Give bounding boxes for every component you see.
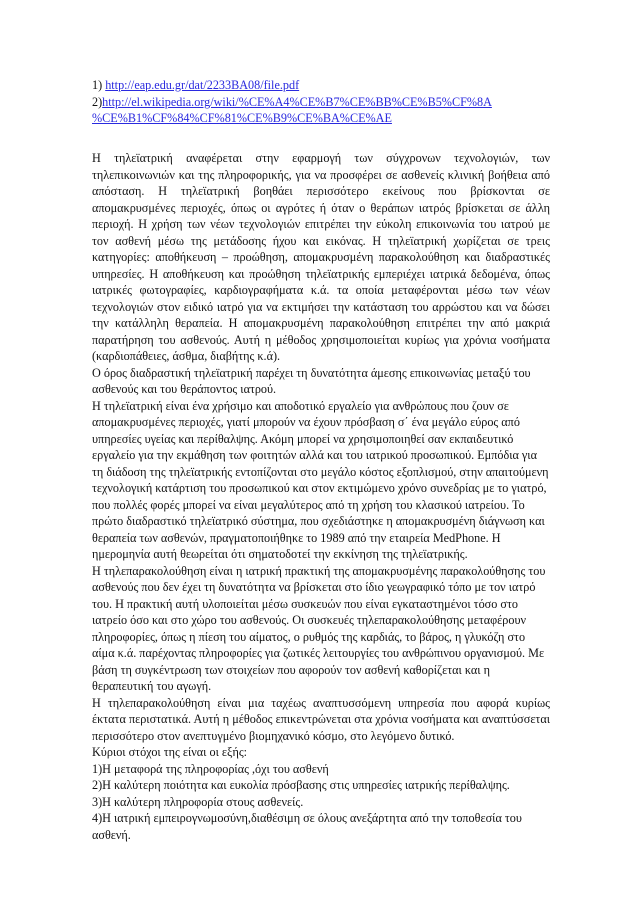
paragraph-telemonitoring-growth: Η τηλεπαρακολούθηση είναι μια ταχέως αναπτυσσόμενη υπηρεσία που αφορά κυρίως έκτατα περιστατικά. Αυτή η μέθοδος επικεντρώνεται στα χρόνια νοσήματα και αναπτύσσεται περισσότερο στον ανεπτυγμένο βιομηχανικό κόσμο, στο λεγόμενο δυτικό. xyxy=(92,695,550,743)
goal-item-3: 3)Η καλύτερη πληροφορία στους ασθενείς. xyxy=(92,794,304,809)
goal-item-1: 1)Η μεταφορά της πληροφορίας ,όχι του ασθενή xyxy=(92,761,329,776)
reference-list xyxy=(92,77,562,127)
goal-item-4: 4)Η ιατρική εμπειρογνωμοσύνη,διαθέσιμη σε όλους ανεξάρτητα από την τοποθεσία του ασθενή. xyxy=(92,811,522,842)
reference-number: 2) xyxy=(92,94,103,109)
reference-item-2 xyxy=(92,94,562,111)
reference-link-continued[interactable]: %CE%B1%CF%84%CF%81%CE%B9%CE%BA%CE%AE xyxy=(92,111,392,125)
goal-item-2: 2)Η καλύτερη ποιότητα και ευκολία πρόσβασης στις υπηρεσίες ιατρικής περίθαλψης. xyxy=(92,778,510,792)
paragraph-telemonitoring: Η τηλεπαρακολούθηση είναι η ιατρική πρακτική της απομακρυσμένης παρακολούθησης του ασθενούς που δεν έχει τη δυνατότητα να βρίσκεται στο ίδιο γεωγραφικό τόπο με τον ιατρό του. Η πρακτική αυτή υλοποιείται μέσω συσκευών που είναι εγκαταστημένοι τόσο στο ιατρείο όσο και στο χώρο του ασθενούς. Οι συσκευές τηλεπαρακολούθησης μεταφέρουν πληροφορίες, όπως η πίεση του αίματος, ο ρυθμός της καρδιάς, το βάρος, η γλυκόζη στο αίμα κ.ά. παρέχοντας πληροφορίες για ζωτικές λειτουργίες του ανθρώπινου οργανισμού. Με βάση τη συγκέντρωση των στοιχείων που αφορούν τον ασθενή καθορίζεται και η θεραπευτική του αγωγή. xyxy=(92,563,546,693)
reference-item-1 xyxy=(92,77,562,94)
reference-link[interactable]: http://eap.edu.gr/dat/2233BA08/file.pdf xyxy=(105,78,300,92)
paragraph-benefits: Η τηλεϊατρική είναι ένα χρήσιμο και αποδοτικό εργαλείο για ανθρώπους που ζουν σε απομακρυσμένες περιοχές, γιατί μπορούν να έχουν πρόσβαση σ΄ ένα μεγάλο εύρος από υπηρεσίες υγείας και περίθαλψης. Ακόμη μπορεί να χρησιμοποιηθεί σαν εκπαιδευτικό εργαλείο για την εκμάθηση των φοιτητών αλλά και του ιατρικού προσωπικού. Εμπόδια για τη διάδοση της τηλεϊατρικής εντοπίζονται στο μεγάλο κόστος εξοπλισμού, στην απαιτούμενη τεχνολογική κατάρτιση του προσωπικού και στον εκτιμώμενο χρόνο συνεδρίας με το γιατρό, που πολλές φορές μπορεί να είναι μεγαλύτερος από τη χρήση του κλασικού ιατρείου. Το πρώτο διαδραστικό τηλεϊατρικό σύστημα, που σχεδιάστηκε η απομακρυσμένη διάγνωση και θεραπεία των ασθενών, πραγματοποιήθηκε το 1989 από την εταιρεία MedPhone. Η ημερομηνία αυτή θεωρείται ότι σηματοδοτεί την εκκίνηση της τηλεϊατρικής. xyxy=(92,398,549,561)
reference-item-2-continued xyxy=(92,110,562,127)
paragraph-interactive: Ο όρος διαδραστική τηλεϊατρική παρέχει τη δυνατότητα άμεσης επικοινωνίας μεταξύ του ασθενούς και του θεράποντος ιατρού. xyxy=(92,365,531,396)
document-body xyxy=(92,150,550,843)
reference-link[interactable]: http://el.wikipedia.org/wiki/%CE%A4%CE%B7%CE%BB%CE%B5%CF%8A xyxy=(102,94,492,109)
goals-heading: Κύριοι στόχοι της είναι οι εξής: xyxy=(92,745,248,759)
paragraph-telemedicine-intro: Η τηλεϊατρική αναφέρεται στην εφαρμογή των σύγχρονων τεχνολογιών, των τηλεπικοινωνιών και της πληροφορικής, για να προσφέρει σε ασθενείς κλινική βοήθεια από απόσταση. Η τηλεϊατρική βοηθάει περισσότερο εκείνους που βρίσκονται σε απομακρυσμένες περιοχές, όπως οι αγρότες ή όταν ο θεράπων ιατρός βρίσκεται σε άλλη περιοχή. Η χρήση των νέων τεχνολογιών επιτρέπει την εύκολη επικοινωνία του ιατρού με τον ασθενή μέσω της μετάδοσης ήχου και εικόνας. Η τηλεϊατρική χωρίζεται σε τρεις κατηγορίες: αποθήκευση – προώθηση, απομακρυσμένη παρακολούθηση και διαδραστικές υπηρεσίες. Η αποθήκευση και προώθηση τηλεϊατρικής εμπεριέχει ιατρικά δεδομένα, όπως ιατρικές φωτογραφίες, καρδιογραφήματα κ.ά. τα οποία μεταφέρονται μέσω των νέων τεχνολογιών στον ειδικό ιατρό για να εκτιμήσει την κατάσταση του αρρώστου και να δώσει την κατάλληλη θεραπεία. Η απομακρυσμένη παρακολούθηση επιτρέπει την από μακριά παρατήρηση του ασθενούς. Αυτή η μέθοδος χρησιμοποιείται κυρίως για χρόνια νοσήματα (καρδιοπάθειες, άσθμα, διαβήτης κ.ά). xyxy=(92,151,550,363)
reference-number: 1) xyxy=(92,78,106,92)
